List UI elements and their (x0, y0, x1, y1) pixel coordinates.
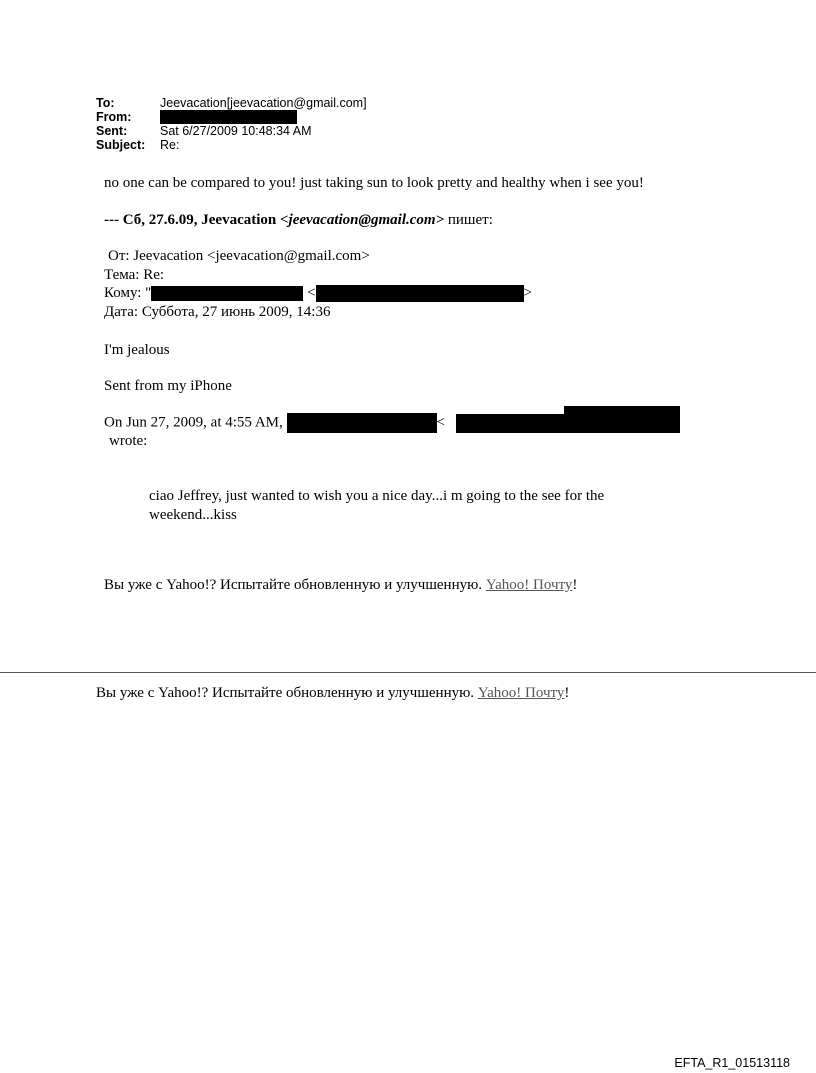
inner-message-line-1: ciao Jeffrey, just wanted to wish you a nice day...i m going to the see for the (149, 488, 605, 504)
from-row (96, 110, 367, 124)
subject-value: Re: (160, 138, 180, 152)
footer-yahoo-promo (96, 684, 569, 702)
to-label: To: (96, 96, 115, 110)
redaction-block (316, 285, 524, 302)
subject-label: Subject: (96, 138, 146, 152)
yahoo-promo-end: ! (572, 577, 578, 593)
to-row (96, 96, 367, 110)
on-wrote-line (104, 413, 445, 433)
quoted-date-line: Дата: Суббота, 27 июнь 2009, 14:36 (104, 304, 331, 320)
yahoo-promo (104, 576, 577, 594)
footer-yahoo-mail-link[interactable]: Yahoo! Почту (477, 685, 565, 701)
email-header (96, 96, 367, 152)
document-id: EFTA_R1_01513118 (674, 1056, 790, 1070)
footer-yahoo-end: ! (564, 685, 570, 701)
quoted-subject-line: Тема: Re: (104, 267, 165, 283)
quoted-from-line: От: Jeevacation <jeevacation@gmail.com> (108, 248, 370, 264)
redaction-block (564, 406, 680, 433)
sent-row (96, 124, 367, 138)
from-label: From: (96, 110, 132, 124)
inner-message-line-2: weekend...kiss (149, 507, 237, 523)
yahoo-promo-text: Вы уже с Yahoo!? Испытайте обновленную и улучшенную. (104, 577, 486, 593)
to-value: Jeevacation[jeevacation@gmail.com] (160, 96, 367, 110)
quote-header (104, 211, 493, 229)
sent-label: Sent: (96, 124, 128, 138)
quoted-to-end: > (523, 285, 532, 301)
reply-text: no one can be compared to you! just taking sun to look pretty and healthy when i see you! (104, 175, 644, 191)
redaction-block (160, 110, 297, 124)
quote-header-prefix: --- Сб, 27.6.09, Jeevacation (104, 212, 280, 228)
on-prefix: On Jun 27, 2009, at 4:55 AM, (104, 414, 287, 431)
redaction-block (151, 286, 303, 301)
wrote-text: wrote: (109, 433, 148, 449)
sent-from-text: Sent from my iPhone (104, 378, 232, 394)
quoted-to-line (104, 284, 532, 302)
quoted-to-prefix: Кому: " (104, 285, 152, 301)
quote-header-suffix: пишет: (444, 212, 493, 228)
redaction-block (456, 414, 566, 433)
redaction-block (287, 413, 437, 433)
subject-row (96, 138, 367, 152)
divider-line (0, 672, 816, 673)
quote-header-email: <jeevacation@gmail.com> (279, 212, 445, 228)
on-mid: < (436, 414, 445, 431)
yahoo-mail-link[interactable]: Yahoo! Почту (485, 577, 573, 593)
sent-value: Sat 6/27/2009 10:48:34 AM (160, 124, 312, 138)
footer-yahoo-text: Вы уже с Yahoo!? Испытайте обновленную и улучшенную. (96, 685, 478, 701)
quoted-to-mid: < (303, 285, 316, 301)
jealous-text: I'm jealous (104, 342, 170, 358)
